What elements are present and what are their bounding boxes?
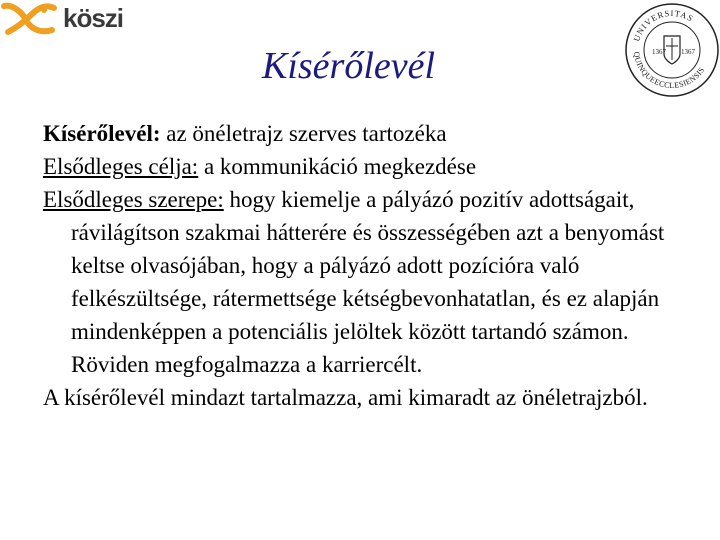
svg-text:UNIVERSITAS: UNIVERSITAS [631, 7, 696, 43]
logo-wordmark: köszi [63, 3, 124, 33]
paragraph-summary [43, 381, 673, 414]
paragraph-definition [43, 117, 673, 150]
svg-text:QUINQUEECCLESIENSIS: QUINQUEECCLESIENSIS [631, 51, 707, 91]
svg-text:1367: 1367 [652, 48, 666, 56]
term-primary-goal: Elsődleges célja: [43, 154, 199, 179]
term-primary-role: Elsődleges szerepe: [43, 187, 224, 212]
paragraph-primary-role [43, 183, 673, 381]
slide-body [43, 117, 673, 414]
primary-role-text: hogy kiemelje a pályázó pozitív adottságait, rávilágítson szakmai hátterére és összességében azt a benyomást keltse olvasójában, hogy a pályázó adott pozícióra való felkészültsége, rátermettsége kétségbevonhatatlan, és ez alapján mindenképpen a potenciális jelöltek között tartandó számon. Röviden megfogalmazza a karriercélt. [71, 187, 665, 377]
definition-text: az önéletrajz szerves tartozéka [160, 121, 447, 146]
slide-title: Kísérőlevél [261, 45, 436, 87]
koszi-logo [0, 0, 135, 40]
summary-text: A kísérőlevél mindazt tartalmazza, ami kimaradt az önéletrajzból. [43, 385, 648, 410]
term-kiserolevel: Kísérőlevél: [43, 121, 161, 146]
svg-text:1367: 1367 [681, 48, 695, 56]
koszi-logo-mark-icon [0, 0, 60, 40]
paragraph-primary-goal [43, 150, 673, 183]
primary-goal-text: a kommunikáció megkezdése [198, 154, 477, 179]
